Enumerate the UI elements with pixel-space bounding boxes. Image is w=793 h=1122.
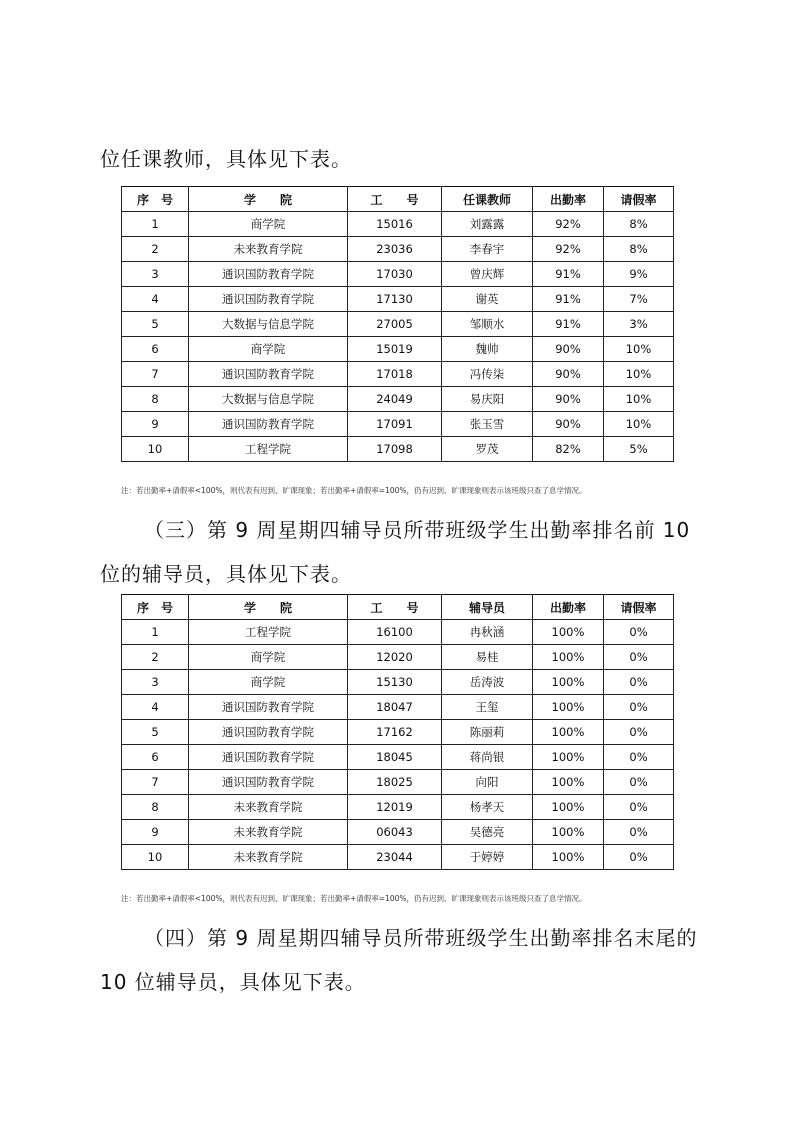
cell-index: 4 — [122, 287, 189, 312]
table-row — [122, 745, 674, 770]
cell-index: 3 — [122, 262, 189, 287]
cell-leave-rate: 0% — [604, 645, 674, 670]
cell-name: 张玉雪 — [442, 412, 533, 437]
cell-staff-id: 17091 — [348, 412, 442, 437]
table-row — [122, 620, 674, 645]
cell-leave-rate: 0% — [604, 745, 674, 770]
header-staff-id: 工 号 — [348, 187, 442, 212]
cell-college: 大数据与信息学院 — [189, 312, 348, 337]
table-note: 注：若出勤率+请假率<100%，则代表有迟到、旷课现象；若出勤率+请假率=100%，仍有迟到、旷课现象则表示该班级只查了息学情况。 — [121, 486, 587, 495]
cell-index: 5 — [122, 720, 189, 745]
cell-college: 通识国防教育学院 — [189, 287, 348, 312]
cell-name: 吴德亮 — [442, 820, 533, 845]
cell-leave-rate: 3% — [604, 312, 674, 337]
cell-college: 大数据与信息学院 — [189, 387, 348, 412]
cell-staff-id: 17018 — [348, 362, 442, 387]
table-row — [122, 387, 674, 412]
cell-leave-rate: 0% — [604, 820, 674, 845]
cell-college: 工程学院 — [189, 620, 348, 645]
cell-index: 10 — [122, 845, 189, 870]
cell-college: 商学院 — [189, 337, 348, 362]
cell-name: 于婷婷 — [442, 845, 533, 870]
table-row — [122, 437, 674, 462]
table-row — [122, 670, 674, 695]
cell-staff-id: 16100 — [348, 620, 442, 645]
cell-name: 曾庆辉 — [442, 262, 533, 287]
cell-leave-rate: 5% — [604, 437, 674, 462]
cell-name: 冉秋涵 — [442, 620, 533, 645]
table-row — [122, 795, 674, 820]
header-attendance-rate: 出勤率 — [533, 595, 604, 620]
cell-index: 10 — [122, 437, 189, 462]
section-heading-3: （三）第 9 周星期四辅导员所带班级学生出勤率排名前 10 位的辅导员，具体见下表。 — [100, 518, 691, 586]
cell-attendance-rate: 100% — [533, 695, 604, 720]
cell-attendance-rate: 100% — [533, 820, 604, 845]
cell-staff-id: 23036 — [348, 237, 442, 262]
cell-index: 9 — [122, 820, 189, 845]
cell-name: 易桂 — [442, 645, 533, 670]
cell-college: 通识国防教育学院 — [189, 745, 348, 770]
cell-attendance-rate: 92% — [533, 212, 604, 237]
table-row — [122, 845, 674, 870]
table-header-row — [122, 187, 674, 212]
cell-staff-id: 17098 — [348, 437, 442, 462]
table-row — [122, 362, 674, 387]
cell-index: 2 — [122, 645, 189, 670]
cell-leave-rate: 0% — [604, 720, 674, 745]
cell-leave-rate: 0% — [604, 795, 674, 820]
header-leave-rate: 请假率 — [604, 187, 674, 212]
cell-college: 商学院 — [189, 670, 348, 695]
table-row — [122, 820, 674, 845]
table-row — [122, 212, 674, 237]
cell-college: 通识国防教育学院 — [189, 262, 348, 287]
cell-staff-id: 12019 — [348, 795, 442, 820]
cell-leave-rate: 10% — [604, 387, 674, 412]
header-teacher: 任课教师 — [442, 187, 533, 212]
table-row — [122, 412, 674, 437]
section-heading-4: （四）第 9 周星期四辅导员所带班级学生出勤率排名末尾的 10 位辅导员，具体见下表。 — [100, 926, 698, 994]
cell-leave-rate: 0% — [604, 695, 674, 720]
cell-staff-id: 06043 — [348, 820, 442, 845]
cell-college: 通识国防教育学院 — [189, 362, 348, 387]
table-row — [122, 337, 674, 362]
cell-index: 4 — [122, 695, 189, 720]
cell-attendance-rate: 100% — [533, 770, 604, 795]
cell-staff-id: 18045 — [348, 745, 442, 770]
cell-college: 商学院 — [189, 645, 348, 670]
cell-name: 陈丽莉 — [442, 720, 533, 745]
cell-attendance-rate: 91% — [533, 287, 604, 312]
cell-leave-rate: 9% — [604, 262, 674, 287]
table-note: 注：若出勤率+请假率<100%，则代表有迟到、旷课现象；若出勤率+请假率=100%，仍有迟到、旷课现象则表示该班级只查了息学情况。 — [121, 894, 587, 903]
cell-college: 商学院 — [189, 212, 348, 237]
cell-leave-rate: 10% — [604, 362, 674, 387]
cell-leave-rate: 8% — [604, 212, 674, 237]
cell-attendance-rate: 100% — [533, 645, 604, 670]
cell-staff-id: 23044 — [348, 845, 442, 870]
table-row — [122, 695, 674, 720]
table-row — [122, 262, 674, 287]
cell-name: 冯传柒 — [442, 362, 533, 387]
cell-attendance-rate: 100% — [533, 795, 604, 820]
cell-name: 岳涛波 — [442, 670, 533, 695]
cell-leave-rate: 0% — [604, 620, 674, 645]
table-counselor-top10 — [121, 594, 674, 870]
cell-name: 邹顺水 — [442, 312, 533, 337]
cell-attendance-rate: 90% — [533, 387, 604, 412]
table-row — [122, 645, 674, 670]
table-row — [122, 720, 674, 745]
cell-college: 通识国防教育学院 — [189, 695, 348, 720]
table-teacher-attendance — [121, 186, 674, 462]
cell-name: 王玺 — [442, 695, 533, 720]
cell-attendance-rate: 100% — [533, 670, 604, 695]
cell-staff-id: 18025 — [348, 770, 442, 795]
cell-name: 向阳 — [442, 770, 533, 795]
cell-index: 9 — [122, 412, 189, 437]
header-index: 序 号 — [122, 595, 189, 620]
cell-name: 罗茂 — [442, 437, 533, 462]
cell-index: 3 — [122, 670, 189, 695]
table-header-row — [122, 595, 674, 620]
cell-attendance-rate: 90% — [533, 412, 604, 437]
cell-name: 李春宇 — [442, 237, 533, 262]
header-college: 学 院 — [189, 187, 348, 212]
cell-staff-id: 15130 — [348, 670, 442, 695]
cell-name: 蒋尚银 — [442, 745, 533, 770]
cell-leave-rate: 0% — [604, 845, 674, 870]
cell-index: 8 — [122, 795, 189, 820]
cell-name: 谢英 — [442, 287, 533, 312]
cell-index: 6 — [122, 745, 189, 770]
cell-staff-id: 18047 — [348, 695, 442, 720]
table-row — [122, 770, 674, 795]
cell-attendance-rate: 100% — [533, 745, 604, 770]
header-staff-id: 工 号 — [348, 595, 442, 620]
cell-leave-rate: 10% — [604, 337, 674, 362]
header-leave-rate: 请假率 — [604, 595, 674, 620]
cell-staff-id: 27005 — [348, 312, 442, 337]
cell-attendance-rate: 100% — [533, 720, 604, 745]
cell-staff-id: 15019 — [348, 337, 442, 362]
cell-index: 8 — [122, 387, 189, 412]
cell-index: 5 — [122, 312, 189, 337]
cell-college: 通识国防教育学院 — [189, 412, 348, 437]
cell-attendance-rate: 100% — [533, 620, 604, 645]
cell-index: 7 — [122, 362, 189, 387]
cell-name: 易庆阳 — [442, 387, 533, 412]
cell-attendance-rate: 82% — [533, 437, 604, 462]
cell-college: 通识国防教育学院 — [189, 770, 348, 795]
cell-attendance-rate: 90% — [533, 337, 604, 362]
header-counselor: 辅导员 — [442, 595, 533, 620]
cell-attendance-rate: 91% — [533, 312, 604, 337]
header-index: 序 号 — [122, 187, 189, 212]
cell-index: 1 — [122, 620, 189, 645]
cell-college: 未来教育学院 — [189, 237, 348, 262]
cell-attendance-rate: 90% — [533, 362, 604, 387]
cell-attendance-rate: 100% — [533, 845, 604, 870]
cell-staff-id: 12020 — [348, 645, 442, 670]
header-college: 学 院 — [189, 595, 348, 620]
cell-name: 刘露露 — [442, 212, 533, 237]
cell-college: 通识国防教育学院 — [189, 720, 348, 745]
intro-line: 位任课教师，具体见下表。 — [100, 147, 352, 171]
header-attendance-rate: 出勤率 — [533, 187, 604, 212]
cell-leave-rate: 8% — [604, 237, 674, 262]
cell-index: 6 — [122, 337, 189, 362]
cell-staff-id: 17162 — [348, 720, 442, 745]
cell-leave-rate: 0% — [604, 770, 674, 795]
cell-index: 1 — [122, 212, 189, 237]
cell-college: 未来教育学院 — [189, 820, 348, 845]
cell-staff-id: 24049 — [348, 387, 442, 412]
cell-college: 未来教育学院 — [189, 845, 348, 870]
cell-attendance-rate: 92% — [533, 237, 604, 262]
table-row — [122, 237, 674, 262]
table-row — [122, 312, 674, 337]
table-row — [122, 287, 674, 312]
cell-leave-rate: 7% — [604, 287, 674, 312]
cell-name: 魏帅 — [442, 337, 533, 362]
cell-staff-id: 15016 — [348, 212, 442, 237]
cell-college: 未来教育学院 — [189, 795, 348, 820]
cell-staff-id: 17030 — [348, 262, 442, 287]
cell-college: 工程学院 — [189, 437, 348, 462]
cell-staff-id: 17130 — [348, 287, 442, 312]
cell-leave-rate: 10% — [604, 412, 674, 437]
cell-name: 杨孝天 — [442, 795, 533, 820]
cell-index: 7 — [122, 770, 189, 795]
cell-index: 2 — [122, 237, 189, 262]
cell-leave-rate: 0% — [604, 670, 674, 695]
cell-attendance-rate: 91% — [533, 262, 604, 287]
